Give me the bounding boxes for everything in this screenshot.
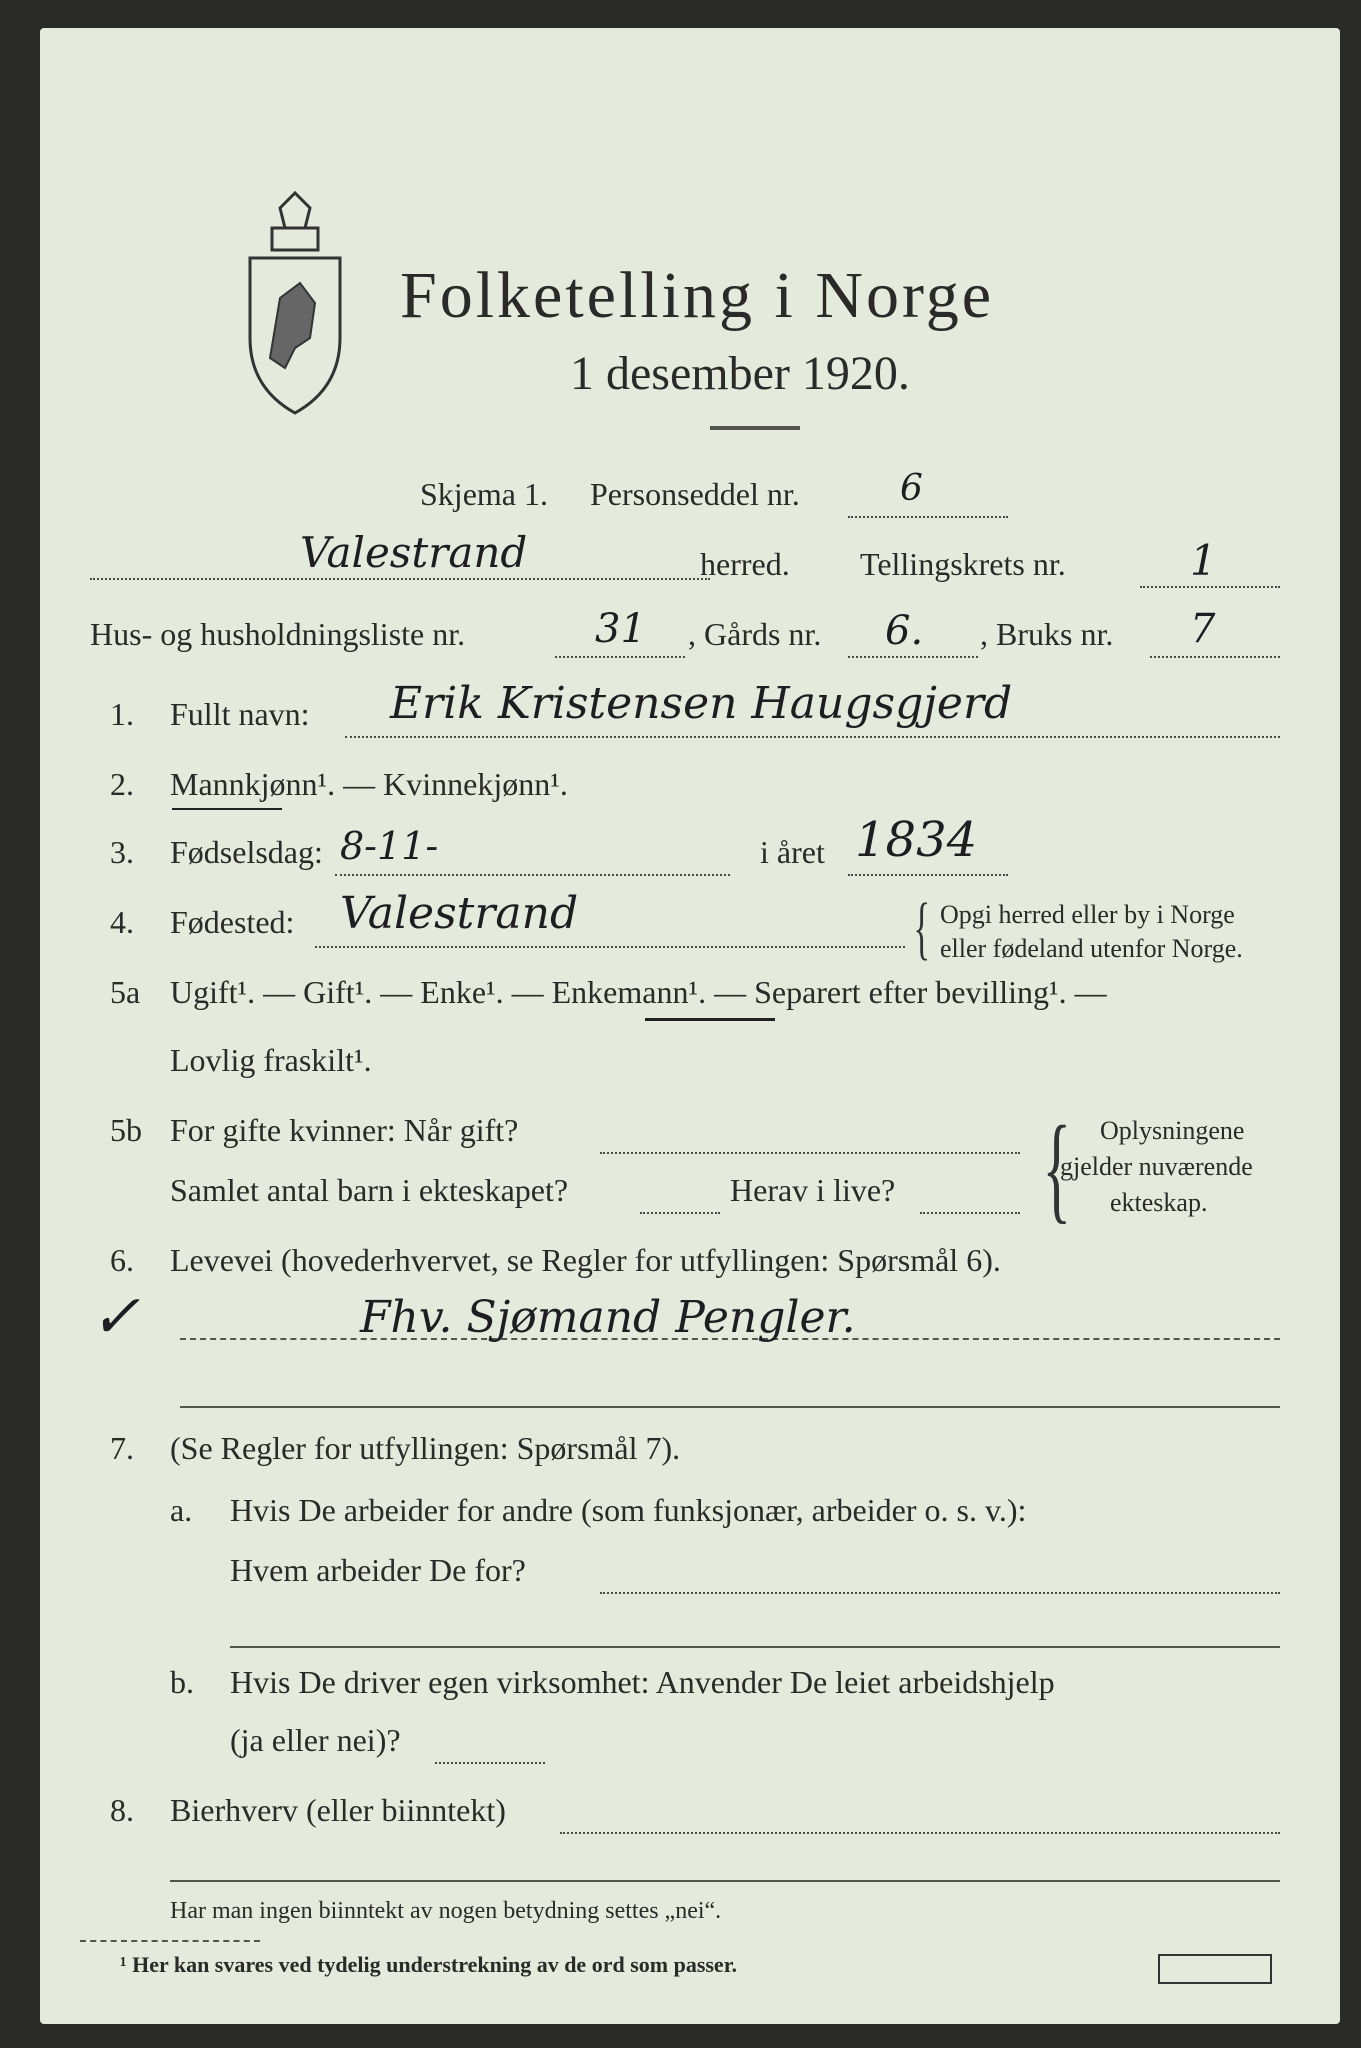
q7a-label2: Hvem arbeider De for? (230, 1552, 526, 1588)
coat-of-arms-icon (240, 188, 350, 418)
bruks-value: 7 (1190, 606, 1216, 652)
q6-value: Fhv. Sjømand Pengler. (360, 1292, 856, 1343)
q8-line1 (560, 1832, 1280, 1834)
q7a-label: Hvis De arbeider for andre (som funksjonær, arbeider o. s. v.): (230, 1492, 1027, 1528)
q3-label: Fødselsdag: (170, 834, 323, 870)
q8-note: Har man ingen biinntekt av nogen betydning settes „nei“. (170, 1898, 722, 1924)
q5a-underline (645, 1018, 775, 1021)
printer-stamp-icon (1158, 1954, 1272, 1984)
footnote: ¹ Her kan svares ved tydelig understrekning av de ord som passer. (120, 1952, 737, 1977)
q3-year-line (848, 874, 1008, 876)
q7a-line2 (230, 1646, 1280, 1648)
q3-year-label: i året (760, 834, 825, 870)
q3-value: 8-11- (340, 824, 439, 868)
q6-check-mark: ✓ (90, 1282, 141, 1352)
q7-label: (Se Regler for utfyllingen: Spørsmål 7). (170, 1430, 681, 1466)
q1-number: 1. (110, 696, 134, 732)
form-date: 1 desember 1920. (570, 347, 910, 400)
q5b-line3 (920, 1212, 1020, 1214)
q5b-number: 5b (110, 1112, 142, 1148)
q5b-label2: Samlet antal barn i ekteskapet? (170, 1172, 569, 1208)
personseddel-value: 6 (900, 468, 923, 509)
hus-label: Hus- og husholdningsliste nr. (90, 616, 466, 652)
q6-number: 6. (110, 1242, 134, 1278)
q1-line (345, 736, 1280, 738)
q5b-note-line1: Oplysningene (1100, 1116, 1245, 1145)
q2-underline (172, 808, 282, 810)
q4-line (315, 946, 905, 948)
q5b-label: For gifte kvinner: Når gift? (170, 1112, 519, 1148)
q8-label: Bierhverv (eller biinntekt) (170, 1792, 506, 1828)
q3-number: 3. (110, 834, 134, 870)
herred-label: herred. (700, 546, 790, 582)
q3-line (335, 874, 730, 876)
q6-label: Levevei (hovederhvervet, se Regler for utfyllingen: Spørsmål 6). (170, 1242, 1001, 1278)
q7b-line (435, 1762, 545, 1764)
q8-number: 8. (110, 1792, 134, 1828)
q1-label: Fullt navn: (170, 696, 310, 732)
herred-line (90, 578, 710, 580)
tellingskrets-value: 1 (1190, 536, 1217, 585)
footnote-rule (80, 1940, 260, 1942)
q3-year-value: 1834 (855, 812, 978, 868)
q8-line2 (170, 1880, 1280, 1882)
q7b-number: b. (170, 1664, 194, 1700)
q4-number: 4. (110, 904, 134, 940)
q7-number: 7. (110, 1430, 134, 1466)
census-form (40, 28, 1340, 2024)
form-title: Folketelling i Norge (400, 259, 995, 332)
q5a-number: 5a (110, 974, 141, 1010)
q5a-label2: Lovlig fraskilt¹. (170, 1042, 372, 1078)
q4-value: Valestrand (340, 888, 579, 939)
q5b-line1 (600, 1152, 1020, 1154)
q4-note-line1: Opgi herred eller by i Norge (940, 900, 1235, 929)
hus-line (555, 656, 685, 658)
title-divider (710, 426, 800, 430)
q4-brace: { (913, 890, 931, 967)
gards-line (848, 656, 978, 658)
q2-label: Mannkjønn¹. — Kvinnekjønn¹. (170, 766, 568, 802)
q4-note-line2: eller fødeland utenfor Norge. (940, 934, 1243, 963)
gards-label: , Gårds nr. (688, 616, 822, 652)
hus-value: 31 (595, 606, 646, 652)
q1-value: Erik Kristensen Haugsgjerd (390, 678, 1013, 729)
q5b-note-line2: gjelder nuværende (1060, 1152, 1253, 1181)
gards-value: 6. (885, 608, 924, 654)
q4-label: Fødested: (170, 904, 295, 940)
tellingskrets-line (1140, 586, 1280, 588)
q5b-line2 (640, 1212, 720, 1214)
schema-label: Skjema 1. (420, 476, 548, 512)
q7b-label2: (ja eller nei)? (230, 1722, 401, 1758)
herred-value: Valestrand (300, 528, 528, 577)
q2-number: 2. (110, 766, 134, 802)
q5b-brace: { (1042, 1101, 1072, 1234)
q7a-line1 (600, 1592, 1280, 1594)
q5b-label3: Herav i live? (730, 1172, 896, 1208)
personseddel-label: Personseddel nr. (590, 476, 800, 512)
q7a-number: a. (170, 1492, 193, 1528)
q6-line2 (180, 1406, 1280, 1408)
q7b-label: Hvis De driver egen virksomhet: Anvender De leiet arbeidshjelp (230, 1664, 1055, 1700)
bruks-label: , Bruks nr. (980, 616, 1114, 652)
q5b-note-line3: ekteskap. (1110, 1188, 1208, 1217)
q5a-label: Ugift¹. — Gift¹. — Enke¹. — Enkemann¹. — Separert efter bevilling¹. — (170, 974, 1107, 1010)
bruks-line (1150, 656, 1280, 658)
tellingskrets-label: Tellingskrets nr. (860, 546, 1066, 582)
personseddel-line (848, 516, 1008, 518)
